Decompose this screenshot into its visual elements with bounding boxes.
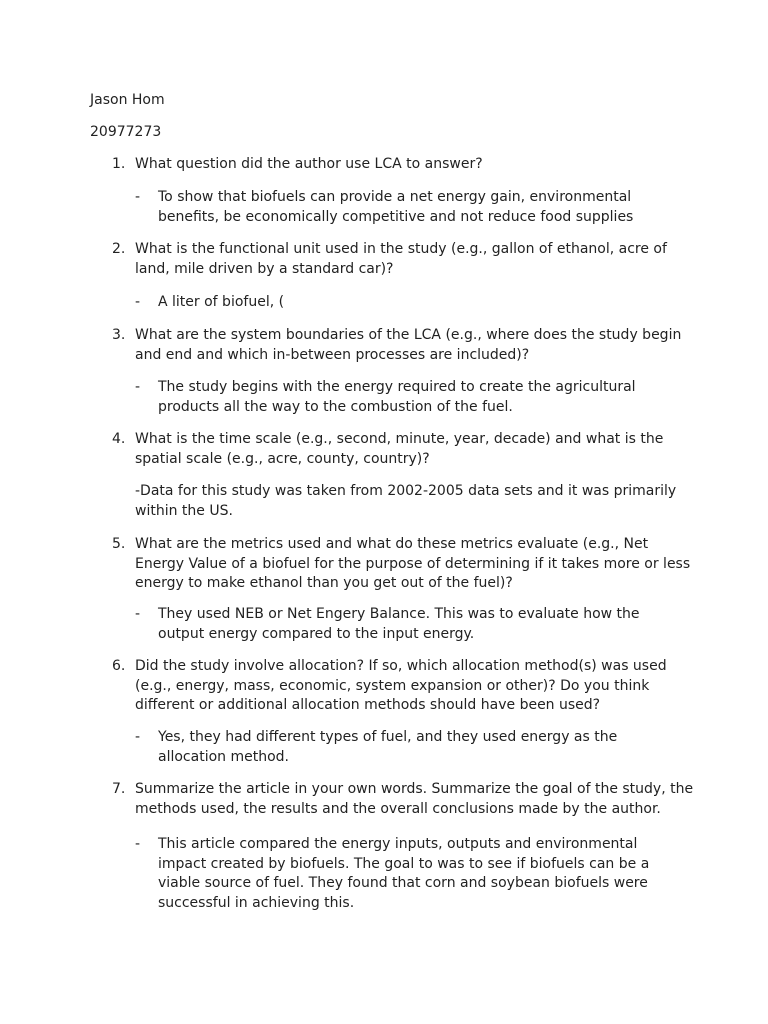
question-text: What question did the author use LCA to answer? [135,156,483,172]
student-id: 20977273 [90,124,162,140]
answer-text: -Data for this study was taken from 2002-2005 data sets and it was primarily within the US. [135,483,677,519]
answer-text: They used NEB or Net Engery Balance. This was to evaluate how the output energy compared to the input energy. [158,606,640,642]
question-number: 4. [112,431,126,447]
question-text: Summarize the article in your own words. Summarize the goal of the study, the methods used, the results and the overall conclusions made by the author. [135,781,694,817]
question-text: What are the metrics used and what do these metrics evaluate (e.g., Net Energy Value of a biofuel for the purpose of determining if it takes more or less energy to make ethanol than you get out of the fuel)? [135,536,691,591]
answer-text: A liter of biofuel, ( [158,294,285,310]
question-number: 2. [112,241,126,257]
answer-bullet: - [135,379,141,395]
answer-bullet: - [135,189,141,205]
answer-bullet: - [135,606,141,622]
question-number: 7. [112,781,126,797]
answer-text: This article compared the energy inputs, outputs and environmental impact created by biofuels. The goal to was to see if biofuels can be a viable source of fuel. They found that corn and soybean biofuels were successful in achieving this. [158,836,650,911]
question-text: Did the study involve allocation? If so, which allocation method(s) was used (e.g., energy, mass, economic, system expansion or other)? Do you think different or additional allocation methods should have been used? [135,658,667,713]
answer-text: Yes, they had different types of fuel, and they used energy as the allocation method. [158,729,618,765]
question-number: 1. [112,156,126,172]
question-text: What are the system boundaries of the LCA (e.g., where does the study begin and end and which in-between processes are included)? [135,327,682,363]
question-number: 5. [112,536,126,552]
author-name: Jason Hom [90,92,165,108]
answer-text: The study begins with the energy required to create the agricultural products all the way to the combustion of the fuel. [158,379,636,415]
question-number: 6. [112,658,126,674]
answer-text: To show that biofuels can provide a net energy gain, environmental benefits, be economically competitive and not reduce food supplies [158,189,634,225]
question-text: What is the time scale (e.g., second, minute, year, decade) and what is the spatial scale (e.g., acre, county, country)? [135,431,664,467]
answer-bullet: - [135,294,141,310]
answer-bullet: - [135,729,141,745]
answer-bullet: - [135,836,141,852]
question-number: 3. [112,327,126,343]
question-text: What is the functional unit used in the study (e.g., gallon of ethanol, acre of land, mile driven by a standard car)? [135,241,667,277]
